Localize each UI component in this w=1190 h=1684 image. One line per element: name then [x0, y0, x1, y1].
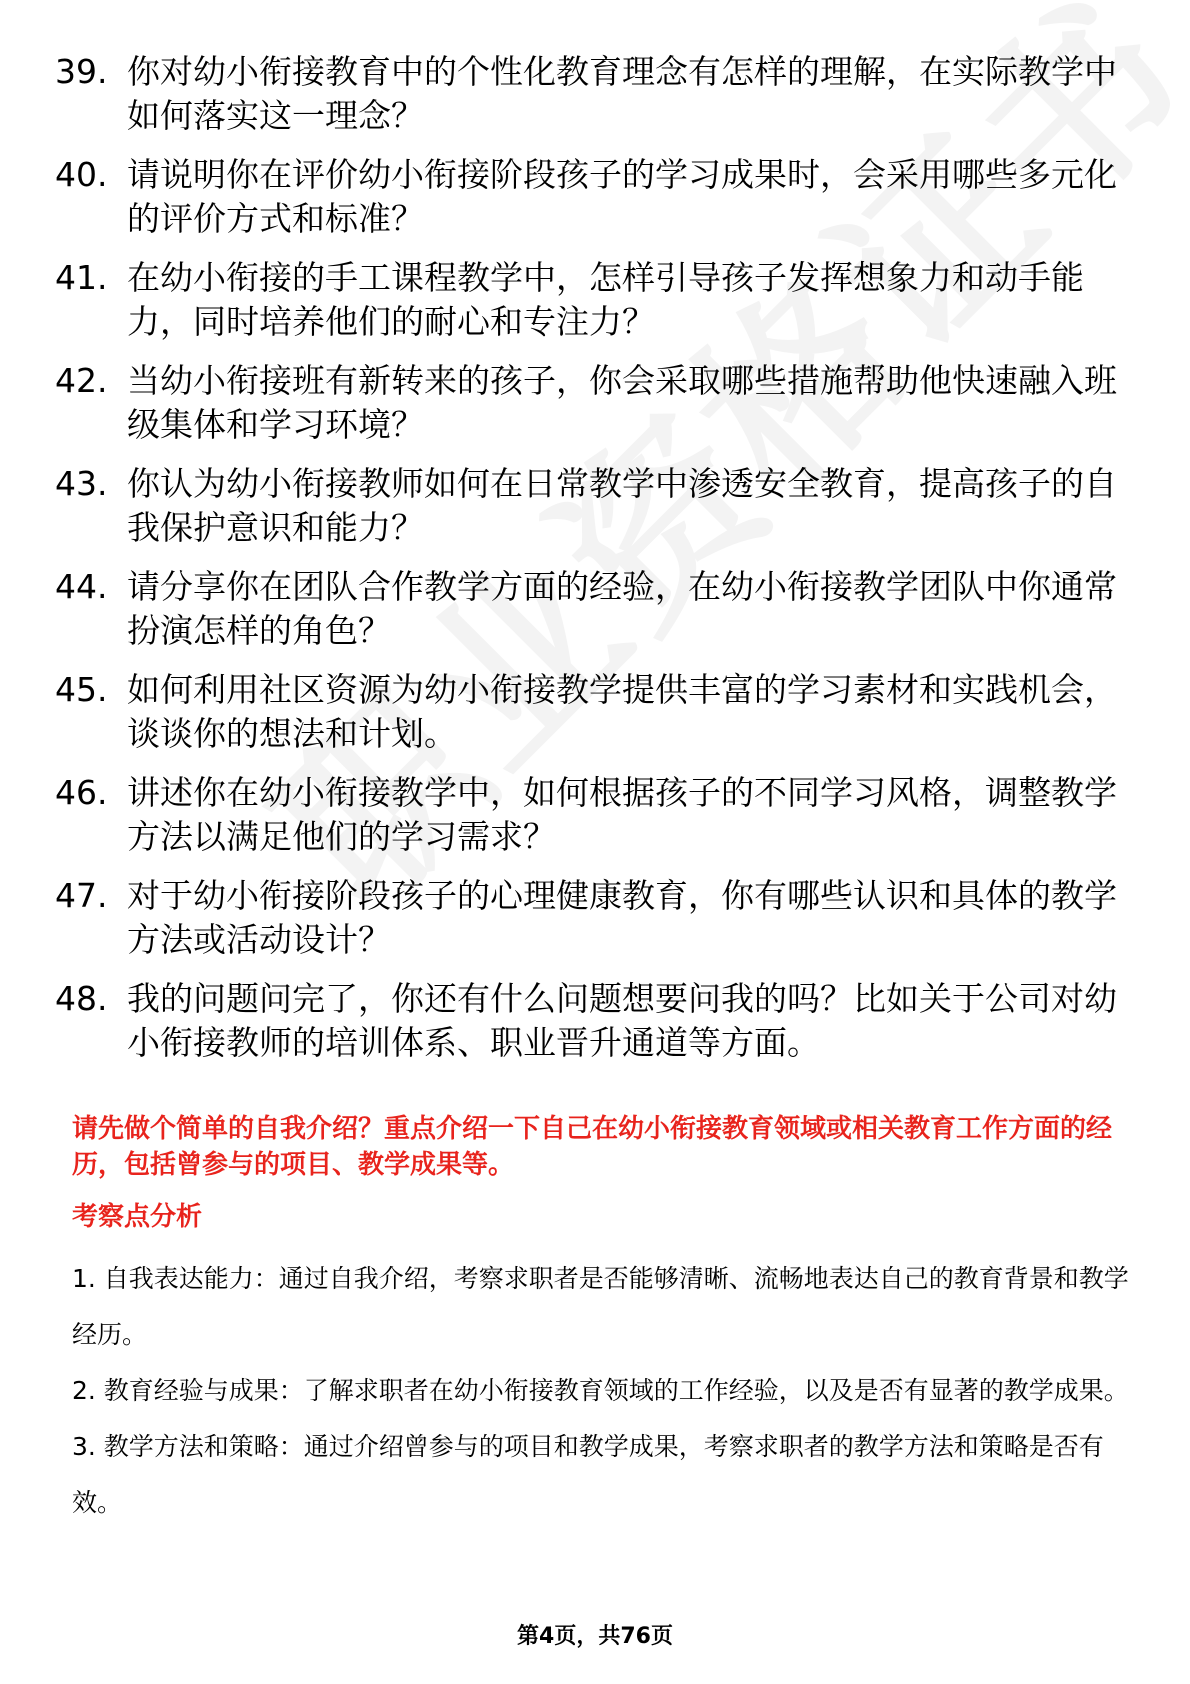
- question-number: 44.: [55, 567, 108, 606]
- question-number: 48.: [55, 979, 108, 1018]
- question-text: 你认为幼小衔接教师如何在日常教学中渗透安全教育，提高孩子的自我保护意识和能力？: [127, 464, 1117, 547]
- list-item: [55, 50, 1135, 138]
- page-number: 第4页，共76页: [517, 1624, 673, 1649]
- list-item: [55, 462, 1135, 550]
- analysis-item: 3. 教学方法和策略：通过介绍曾参与的项目和教学成果，考察求职者的教学方法和策略是否有效。: [72, 1432, 1104, 1517]
- question-list: [55, 50, 1135, 1065]
- question-number: 46.: [55, 773, 108, 812]
- analysis-list: [72, 1251, 1130, 1531]
- list-item: [55, 771, 1135, 859]
- question-number: 45.: [55, 670, 108, 709]
- question-text: 对于幼小衔接阶段孩子的心理健康教育，你有哪些认识和具体的教学方法或活动设计？: [127, 876, 1117, 959]
- highlighted-question: 请先做个简单的自我介绍？重点介绍一下自己在幼小衔接教育领域或相关教育工作方面的经历，包括曾参与的项目、教学成果等。: [72, 1114, 1113, 1180]
- question-text: 在幼小衔接的手工课程教学中，怎样引导孩子发挥想象力和动手能力，同时培养他们的耐心和专注力？: [127, 258, 1084, 341]
- question-number: 40.: [55, 155, 108, 194]
- question-text: 我的问题问完了，你还有什么问题想要问我的吗？比如关于公司对幼小衔接教师的培训体系、职业晋升通道等方面。: [127, 979, 1117, 1062]
- list-item: [55, 256, 1135, 344]
- question-text: 请说明你在评价幼小衔接阶段孩子的学习成果时，会采用哪些多元化的评价方式和标准？: [127, 155, 1117, 238]
- question-number: 43.: [55, 464, 108, 503]
- analysis-item: 1. 自我表达能力：通过自我介绍，考察求职者是否能够清晰、流畅地表达自己的教育背景和教学经历。: [72, 1264, 1129, 1349]
- question-number: 47.: [55, 876, 108, 915]
- question-text: 你对幼小衔接教育中的个性化教育理念有怎样的理解，在实际教学中如何落实这一理念？: [127, 52, 1117, 135]
- question-number: 39.: [55, 52, 108, 91]
- list-item: [55, 153, 1135, 241]
- list-item: [55, 977, 1135, 1065]
- list-item: [55, 874, 1135, 962]
- analysis-title: 考察点分析: [72, 1202, 203, 1232]
- question-number: 41.: [55, 258, 108, 297]
- question-text: 讲述你在幼小衔接教学中，如何根据孩子的不同学习风格，调整教学方法以满足他们的学习需求？: [127, 773, 1117, 856]
- list-item: [55, 668, 1135, 756]
- question-text: 请分享你在团队合作教学方面的经验，在幼小衔接教学团队中你通常扮演怎样的角色？: [127, 567, 1117, 650]
- list-item: [55, 565, 1135, 653]
- question-number: 42.: [55, 361, 108, 400]
- question-text: 如何利用社区资源为幼小衔接教学提供丰富的学习素材和实践机会，谈谈你的想法和计划。: [127, 670, 1117, 753]
- analysis-item: 2. 教育经验与成果：了解求职者在幼小衔接教育领域的工作经验，以及是否有显著的教学成果。: [72, 1376, 1129, 1405]
- list-item: [55, 359, 1135, 447]
- question-text: 当幼小衔接班有新转来的孩子，你会采取哪些措施帮助他快速融入班级集体和学习环境？: [127, 361, 1117, 444]
